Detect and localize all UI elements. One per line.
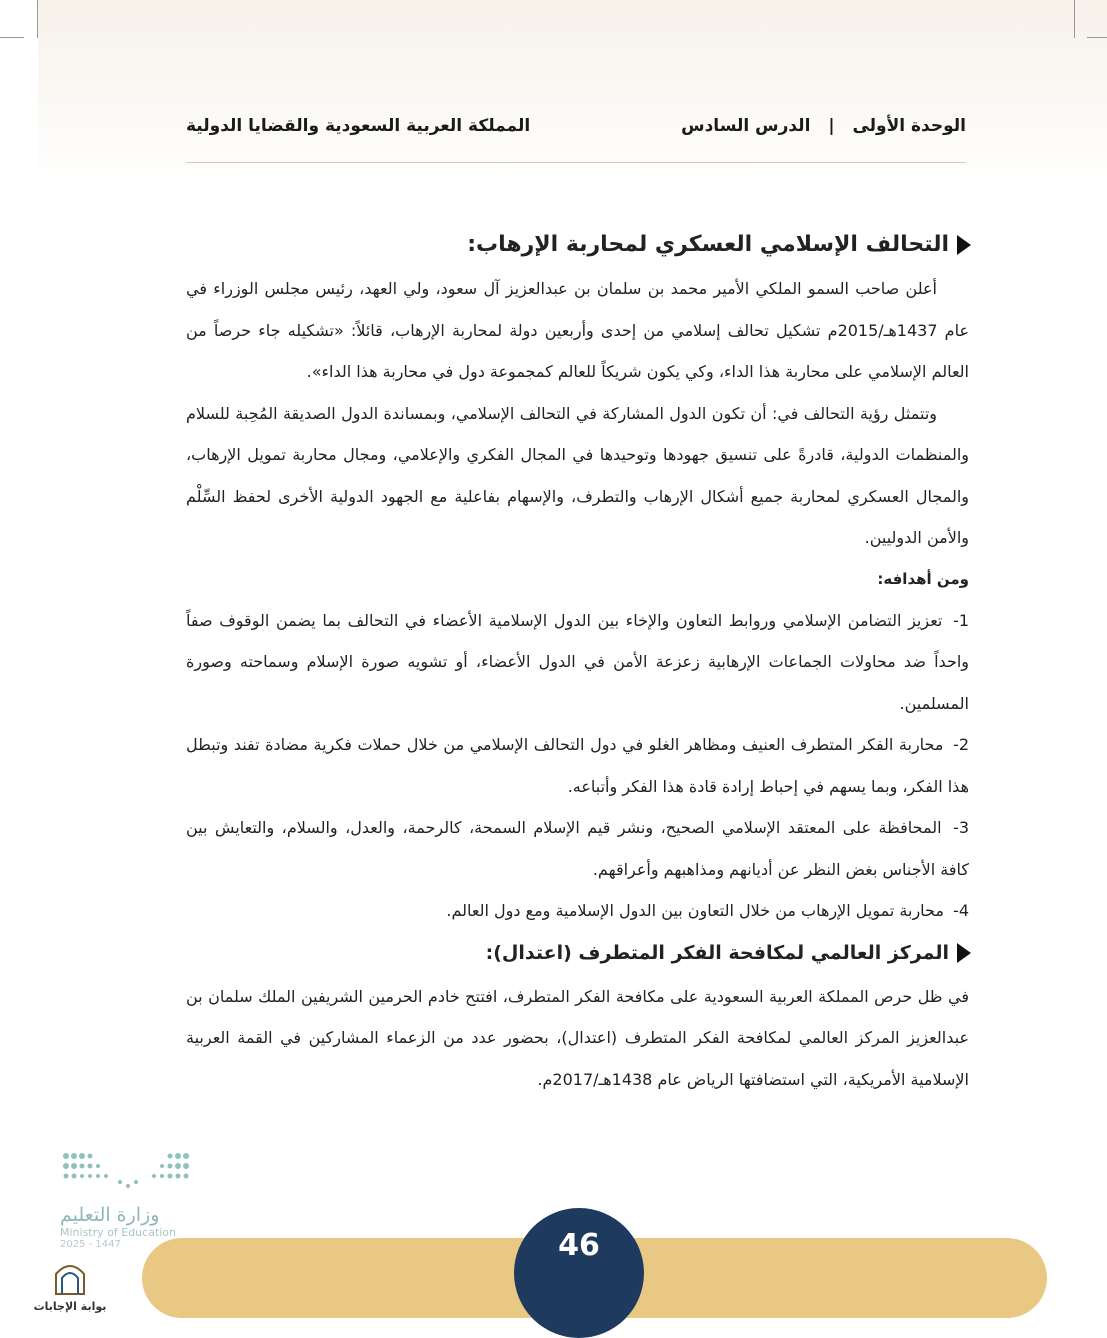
goals-label: ومن أهدافه: [877,569,969,588]
portal-logo [30,1256,110,1313]
lesson-label: الدرس السادس [681,116,811,136]
list-item [186,890,969,932]
section2-title: المركز العالمي لمكافحة الفكر المتطرف (اعتدال): [485,941,949,964]
list-number: 3- [953,818,969,837]
section1-title: التحالف الإسلامي العسكري لمحاربة الإرهاب: [467,232,949,257]
paragraph: في ظل حرص المملكة العربية السعودية على مكافحة الفكر المتطرف، افتتح خادم الحرمين الشريفين الملك سلمان بن عبدالعزيز المركز العالمي لمكافحة الفكر المتطرف (اعتدال)، بحضور عدد من الزعماء المشاركين في القمة العربية الإسلامية الأمريكية، التي استضافتها الرياض عام 1438هـ/2017م. [186,986,969,1089]
paragraph: وتتمثل رؤية التحالف في: أن تكون الدول المشاركة في التحالف الإسلامي، وبمساندة الدول الصديقة المُحِبة للسلام والمنظمات الدولية، قادرةً على تنسيق جهودها وتوحيدها في المجال الفكري والإعلامي، ومجال محاربة تمويل الإرهاب، والمجال العسكري لمحاربة جميع أشكال الإرهاب والتطرف، والإسهام بفاعلية مع الجهود الدولية الأخرى لحفظ السِّلْم والأمن الدوليين. [186,403,969,547]
section-heading [186,222,969,268]
list-item [186,724,969,807]
list-text: تعزيز التضامن الإسلامي وروابط التعاون والإخاء بين الدول الإسلامية الأعضاء في التحالف بما يضمن الوقوف صفاً واحداً ضد محاولات الجماعات الإرهابية زعزعة الأمن في الدول الأعضاء، أو تشويه صورة الإسلام وسماحته وصورة المسلمين. [186,610,969,713]
ministry-name-en: Ministry of Education [60,1226,177,1239]
ministry-dots-icon [60,1150,196,1194]
list-item [186,600,969,725]
header-divider [186,162,966,163]
list-number: 2- [953,735,970,754]
header-title: المملكة العربية السعودية والقضايا الدولية [186,116,531,136]
list-number: 1- [953,610,969,630]
portal-icon [50,1256,90,1296]
page-header [186,112,966,142]
paragraph: أعلن صاحب السمو الملكي الأمير محمد بن سلمان بن عبدالعزيز آل سعود، ولي العهد، رئيس مجلس الوزراء في عام 1437هـ/2015م تشكيل تحالف إسلامي من إحدى وأربعين دولة لمحاربة الإرهاب، قائلاً: «تشكيله جاء حرصاً من العالم الإسلامي على محاربة هذا الداء، وكي يكون شريكاً للعالم كمجموعة دول في محاربة هذا الداء». [186,279,970,381]
page-number-badge [514,1208,644,1338]
crop-mark [1074,0,1075,38]
ministry-logo [60,1150,210,1260]
ministry-year: 2025 - 1447 [60,1239,121,1250]
header-unit-lesson [681,116,966,136]
list-number: 4- [953,901,969,920]
unit-label: الوحدة الأولى [852,116,966,136]
header-separator: | [828,116,835,136]
heading-arrow-icon [957,235,969,255]
page-number: 46 [558,1228,600,1263]
main-content [186,222,969,1100]
section-heading [186,930,969,976]
crop-mark [1087,37,1107,38]
crop-mark [37,0,38,38]
list-item [186,807,969,890]
heading-arrow-icon [957,943,969,963]
list-text: محاربة الفكر المتطرف العنيف ومظاهر الغلو في دول التحالف الإسلامي من خلال حملات فكرية مضادة تفند وتبطل هذا الفكر، وبما يسهم في إحباط إرادة قادة هذا الفكر وأتباعه. [186,735,969,796]
list-text: محاربة تمويل الإرهاب من خلال التعاون بين الدول الإسلامية ومع دول العالم. [446,901,944,920]
portal-name: بوابة الإجابات [33,1300,107,1313]
ministry-name-ar: وزارة التعليم [60,1204,160,1226]
list-text: المحافظة على المعتقد الإسلامي الصحيح، ونشر قيم الإسلام السمحة، كالرحمة، والعدل، والسلام، والتعايش بين كافة الأجناس بغض النظر عن أديانهم ومذاهبهم وأعراقهم. [186,818,969,879]
crop-mark [0,37,24,38]
